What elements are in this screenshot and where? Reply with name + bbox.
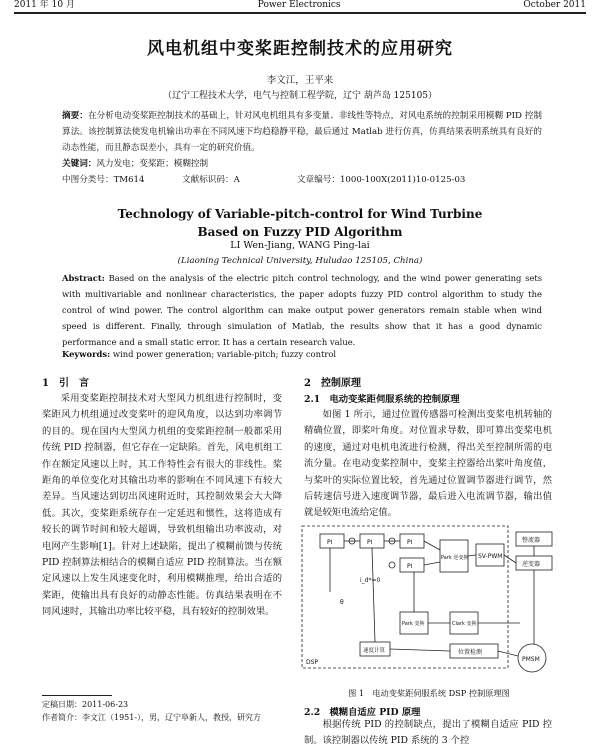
footnote-rule [42,695,112,696]
footnote-received: 定稿日期：2011-06-23 [42,700,129,709]
diagram-label-pi-2: PI [407,563,413,570]
diagram-label-pi-4: PI [327,539,333,546]
dsp-boundary [302,526,508,668]
title-en-line1: Technology of Variable-pitch-control for Wind Turbine [117,207,483,221]
keywords-cn [62,157,208,169]
diagram-label-position-detect: 位置检测 [458,649,483,656]
diagram-label-park-inverse: Park 逆变换 [441,555,469,561]
figure-1-caption: 图 1 电动变桨距伺服系统 DSP 控制原理图 [348,688,510,698]
diagram-label-pi-1: PI [407,539,413,546]
abstract-cn-label: 摘要： [62,111,88,121]
footnote-author: 作者简介：李文江（1951-），男，辽宁阜新人，教授，研究方 [42,713,262,722]
affiliation-cn: （辽宁工程技术大学，电气与控制工程学院，辽宁 葫芦岛 125105） [162,91,438,101]
diagram-label-speed-calc: 速度计算 [363,648,386,654]
header-date-en: October 2011 [523,0,586,10]
abstract-en-label: Abstract: [62,273,105,283]
diagram-label-rectifier: 整流器 [522,537,541,544]
section-1-body: 采用变桨距控制技术对大型风力机组进行控制时，变桨距风力机组通过改变桨叶的迎风角度，以达到功率调节的目的。现在国内大型风力机组的变桨距控制一般都采用传统 PID 控制器，但它存在一定缺陷。首先，风电机组工作在额定风速以上时，其工作特性会有很大的非线性。桨距角的单位变化对其输出功率的影响在不同风速下有较大差异。当风速达到切出风速附近时，其控制效果会大大降低。其次，变桨距系统存在一定延迟和惯性，这将造成有较长的调节时间和较大超调，导致机组输出功率波动，对电网产生影响[1]。针对上述缺陷，提出了模糊前馈与传统 PID 控制算法相结合的模糊自适应 PID 控制算法。当在额定风速以上发生风速变化时，利用模糊推理，给出合适的桨距，使输出具有良好的动静态性能。仿真结果表明在不同风速时，其输出功率比较平稳，具有较好的控制效果。 [42,393,282,618]
diagram-label-pmsm: PMSM [522,656,540,663]
keywords-en-text: wind power generation; variable-pitch; fuzzy control [112,349,337,359]
abstract-cn [62,108,542,156]
header-date: 2011 年 10 月 [14,0,75,10]
section-2-heading: 2 控制原理 [304,378,361,389]
title-en [0,205,600,241]
document-code: 文献标识码：A [182,175,240,185]
diagram-label-clarke: Clark 变换 [452,621,477,627]
title-en-line2: Based on Fuzzy PID Algorithm [197,225,403,239]
diagram-label-park: Park 变换 [402,621,425,627]
section-1-heading: 1 引 言 [42,378,89,389]
class-number: 中图分类号：TM614 [62,175,145,185]
keywords-en-label: Keywords: [62,349,111,359]
diagram-label-pi-3: PI [367,539,373,546]
diagram-label-theta: θ [340,599,344,606]
section-2-2-heading: 2.2 模糊自适应 PID 原理 [304,707,421,718]
header-journal: Power Electronics [257,0,341,10]
diagram-label-dsp: DSP [306,659,319,666]
section-2-1-heading: 2.1 电动变桨距伺服系统的控制原理 [304,394,460,405]
running-header [14,0,586,14]
authors-en: LI Wen-Jiang, WANG Ping-lai [230,240,370,251]
authors-cn: 李文江，王平来 [266,75,334,86]
footnotes [42,698,287,724]
article-number: 文章编号：1000-100X(2011)10-0125-03 [297,175,466,185]
title-cn: 风电机组中变桨距控制技术的应用研究 [147,39,453,59]
diagram-label-id-ref: i_d*=0 [360,577,381,584]
section-2-2-body: 根据传统 PID 的控制缺点，提出了模糊自适应 PID 控制。该控制器以传统 PID 系统的 3 个控 [304,719,552,747]
keywords-cn-label: 关键词： [62,159,97,169]
keywords-en [62,349,336,359]
figure-1-diagram [300,522,556,684]
diagram-label-svpwm: SV-PWM [478,553,503,560]
abstract-cn-text: 在分析电动变桨距控制技术的基础上，针对风电机组具有多变量、非线性等特点，对风电系统的控制采用模糊 PID 控制算法。该控制算法使发电机输出功率在不同风速下均趋稳静平稳，最后通过 Matlab 进行仿真，仿真结果表明系统具有良好的动态性能，而且静态误差小，具有一定的研究价值。 [62,111,542,153]
abstract-en [62,270,542,350]
diagram-label-inverter: 逆变器 [522,561,541,568]
section-2-1-body: 如图 1 所示，通过位置传感器可检测出变桨电机转轴的精确位置，即桨叶角度。对位置求导数，即可算出变桨电机的速度，通过对电机电流进行检测，得出关至控制所需的电流分量。在电动变桨控制中，变桨主控器给出桨叶角度值，与桨叶的实际位置比较，首先通过位置调节器进行调节，然后转速信号进入速度调节器，最后进入电流调节器，输出值就是较矩电流给定值。 [304,409,552,519]
affiliation-en: (Liaoning Technical University, Huludao 125105, China) [177,256,423,266]
abstract-en-text: Based on the analysis of the electric pitch control technology, and the wind power generating sets with multivariable and nonlinear characteristics, the paper adopts fuzzy PID control algorithm to study the control of wind power. The control algorithm can make output power generators remain stable when wind speed is different. Finally, through simulation of Matlab, the results show that it has a good dynamic performance and a small static error. It has a certain research value. [62,273,542,347]
keywords-cn-text: 风力发电；变桨距；模糊控制 [96,159,209,169]
